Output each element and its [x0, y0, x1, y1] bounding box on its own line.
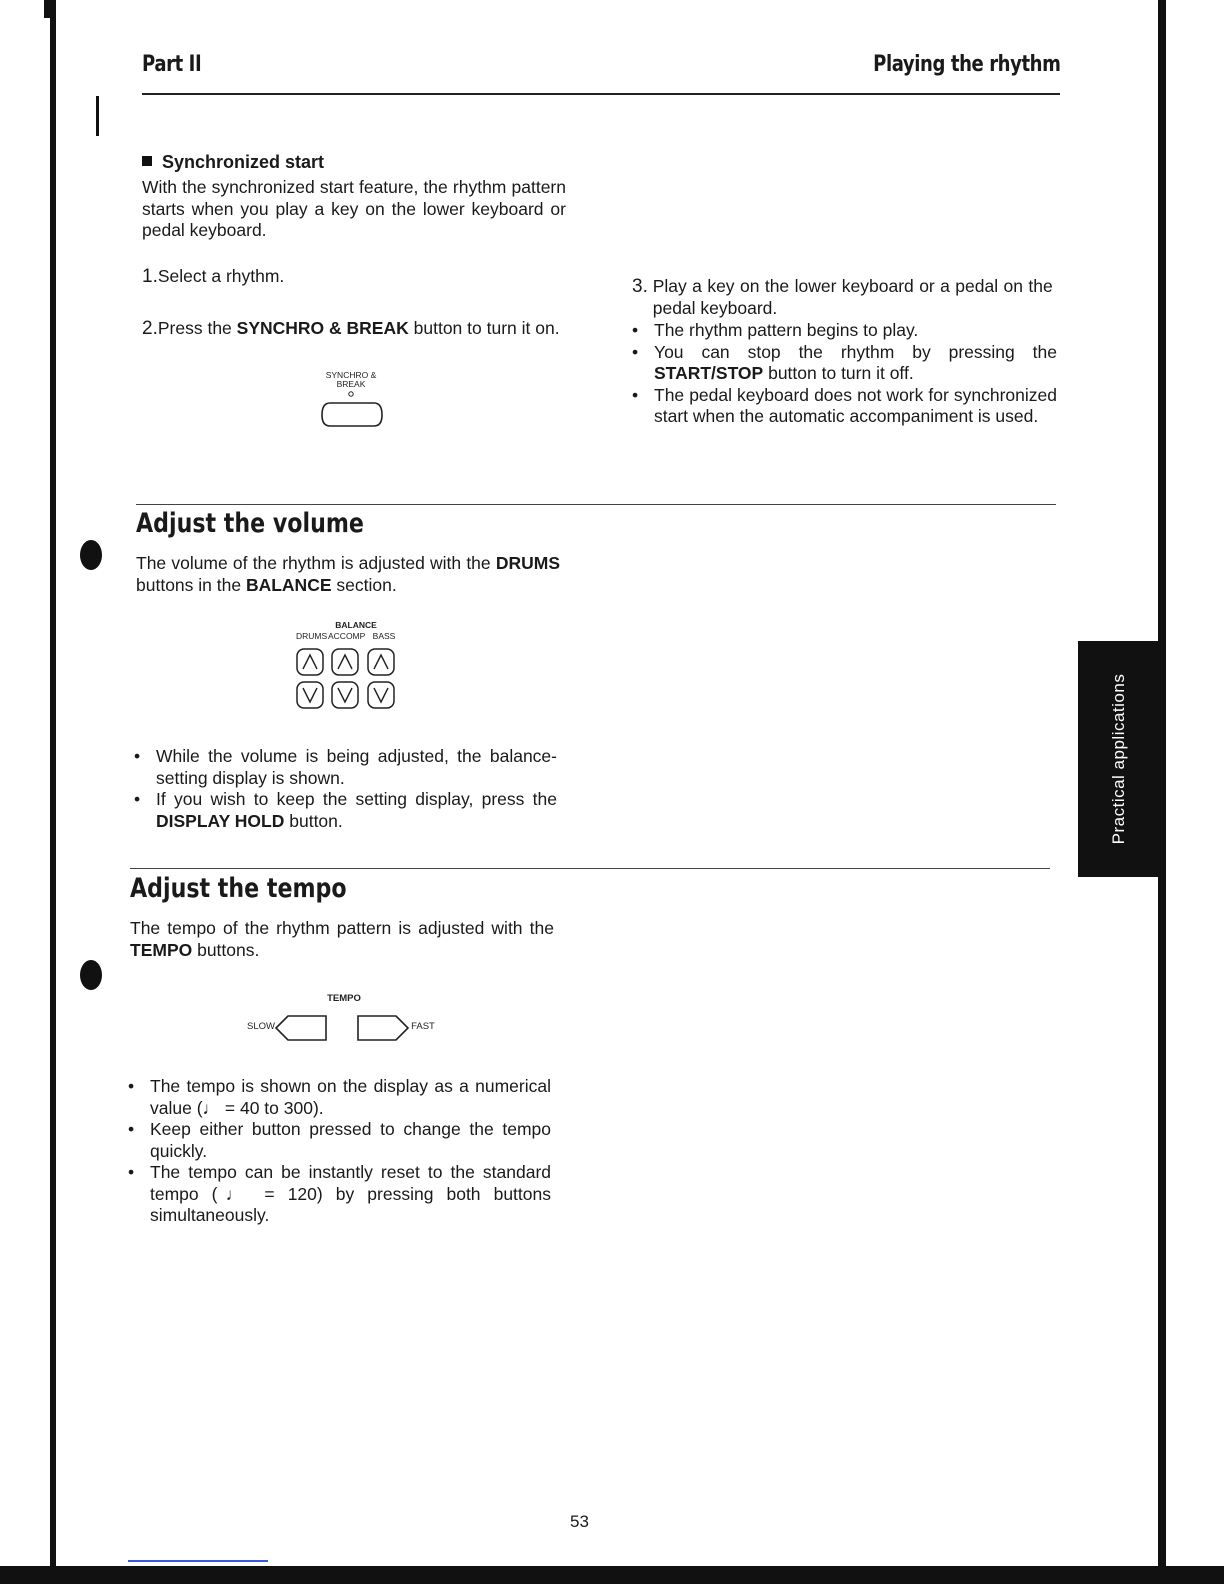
intro-text: The tempo of the rhythm pattern is adjusted with the: [130, 918, 554, 938]
tempo-slow-button[interactable]: [274, 1012, 330, 1044]
sync-title: Synchronized start: [162, 152, 325, 172]
intro-text: The volume of the rhythm is adjusted with the: [136, 553, 496, 573]
fast-label: FAST: [411, 1021, 435, 1032]
sync-step-1: [142, 266, 566, 288]
balance-buttons: [294, 646, 400, 710]
intro-text: section.: [331, 574, 397, 595]
punch-hole-mark: [80, 960, 102, 990]
bullet-item: • While the volume is being adjusted, the balance-setting display is shown.: [134, 746, 557, 789]
bullet-item: • The tempo can be instantly reset to the standard tempo (♩ = 120) by pressing both buttons simultaneously.: [128, 1162, 551, 1227]
step-text: Select a rhythm.: [157, 266, 285, 286]
start-stop-ref: START/STOP: [654, 363, 764, 383]
label-line: SYNCHRO &: [325, 370, 377, 380]
step-number: 3.: [632, 276, 648, 297]
slow-label: SLOW: [247, 1021, 275, 1032]
bullet-item: • The pedal keyboard does not work for synchronized start when the automatic accompaniment is used.: [632, 385, 1057, 428]
bullet-item: [632, 342, 1057, 385]
page-edge-left: [50, 0, 56, 1584]
up-arrow-icon: [303, 655, 317, 669]
intro-text: buttons in the: [136, 574, 246, 595]
chapter-side-tab: [1078, 641, 1160, 877]
page-edge-bottom-mark: [128, 1560, 268, 1562]
balance-ref: BALANCE: [245, 574, 332, 595]
header-chapter-title: Playing the rhythm: [872, 52, 1060, 77]
bullet-item: [134, 789, 557, 832]
page-number: 53: [570, 1512, 589, 1531]
side-tab-label: Practical applications: [1109, 673, 1128, 845]
drums-down-button[interactable]: [297, 682, 323, 708]
step-number: 1.: [142, 266, 158, 287]
bass-down-button[interactable]: [368, 682, 394, 708]
bullet-item: • The tempo is shown on the display as a numerical value (♩ = 40 to 300).: [128, 1076, 551, 1119]
section-divider: [130, 868, 1050, 869]
step-text: Press the: [157, 318, 237, 338]
square-bullet-icon: [142, 156, 152, 166]
sync-subheading: [142, 152, 324, 173]
sync-step-3: [632, 276, 1057, 319]
tempo-intro: [130, 918, 554, 961]
bass-label: BASS: [372, 631, 396, 641]
bullet-text: You can stop the rhythm by pressing the: [654, 341, 1057, 362]
header-part: Part II: [142, 52, 202, 77]
synchro-break-ref: SYNCHRO & BREAK: [236, 318, 409, 338]
drums-ref: DRUMS: [495, 553, 560, 573]
up-arrow-icon: [338, 655, 352, 669]
drums-up-button[interactable]: [297, 649, 323, 675]
bullet-text: If you wish to keep the setting display, press the: [156, 789, 557, 809]
section-divider: [136, 504, 1056, 505]
up-arrow-icon: [374, 655, 388, 669]
drums-label: DRUMS: [296, 631, 328, 641]
sync-bullets: [632, 320, 1057, 428]
bullet-item: • Keep either button pressed to change the tempo quickly.: [128, 1119, 551, 1162]
sync-step-2: [142, 318, 566, 340]
synchro-break-button[interactable]: [316, 390, 388, 430]
tempo-heading: Adjust the tempo: [130, 873, 347, 904]
down-arrow-icon: [303, 688, 317, 702]
volume-bullets: [134, 746, 557, 832]
volume-heading: Adjust the volume: [136, 508, 364, 539]
intro-text: buttons.: [192, 939, 260, 960]
down-arrow-icon: [374, 688, 388, 702]
header-rule: [142, 93, 1060, 95]
bullet-text: button to turn it off.: [763, 363, 914, 383]
bullet-item: • The rhythm pattern begins to play.: [632, 320, 1057, 342]
page-edge-left-top: [44, 0, 56, 18]
indicator-led-icon: [349, 392, 353, 396]
binding-mark: [56, 96, 99, 136]
tempo-bullets: [128, 1076, 551, 1227]
left-arrow-button-icon: [276, 1016, 326, 1040]
right-arrow-button-icon: [358, 1016, 408, 1040]
display-hold-ref: DISPLAY HOLD: [156, 810, 285, 831]
tempo-ref: TEMPO: [130, 939, 193, 960]
volume-intro: [136, 553, 560, 596]
step-text: button to turn it on.: [408, 318, 560, 338]
page-edge-bottom: [0, 1566, 1224, 1584]
punch-hole-mark: [80, 540, 102, 570]
step-number: 2.: [142, 318, 158, 339]
tempo-fast-button[interactable]: [354, 1012, 410, 1044]
down-arrow-icon: [338, 688, 352, 702]
balance-label: BALANCE: [335, 620, 377, 630]
sync-intro: With the synchronized start feature, the rhythm pattern starts when you play a key on the lower keyboard or pedal keyboard.: [142, 177, 566, 240]
tempo-label: TEMPO: [327, 993, 361, 1004]
button-outline: [322, 403, 382, 426]
bass-up-button[interactable]: [368, 649, 394, 675]
accomp-up-button[interactable]: [332, 649, 358, 675]
accomp-label: ACCOMP: [328, 631, 366, 641]
label-line: BREAK: [336, 379, 366, 389]
step-text: Play a key on the lower keyboard or a pedal on the pedal keyboard.: [652, 276, 1053, 318]
bullet-text: button.: [284, 810, 343, 831]
synchro-break-label: [316, 371, 386, 389]
accomp-down-button[interactable]: [332, 682, 358, 708]
